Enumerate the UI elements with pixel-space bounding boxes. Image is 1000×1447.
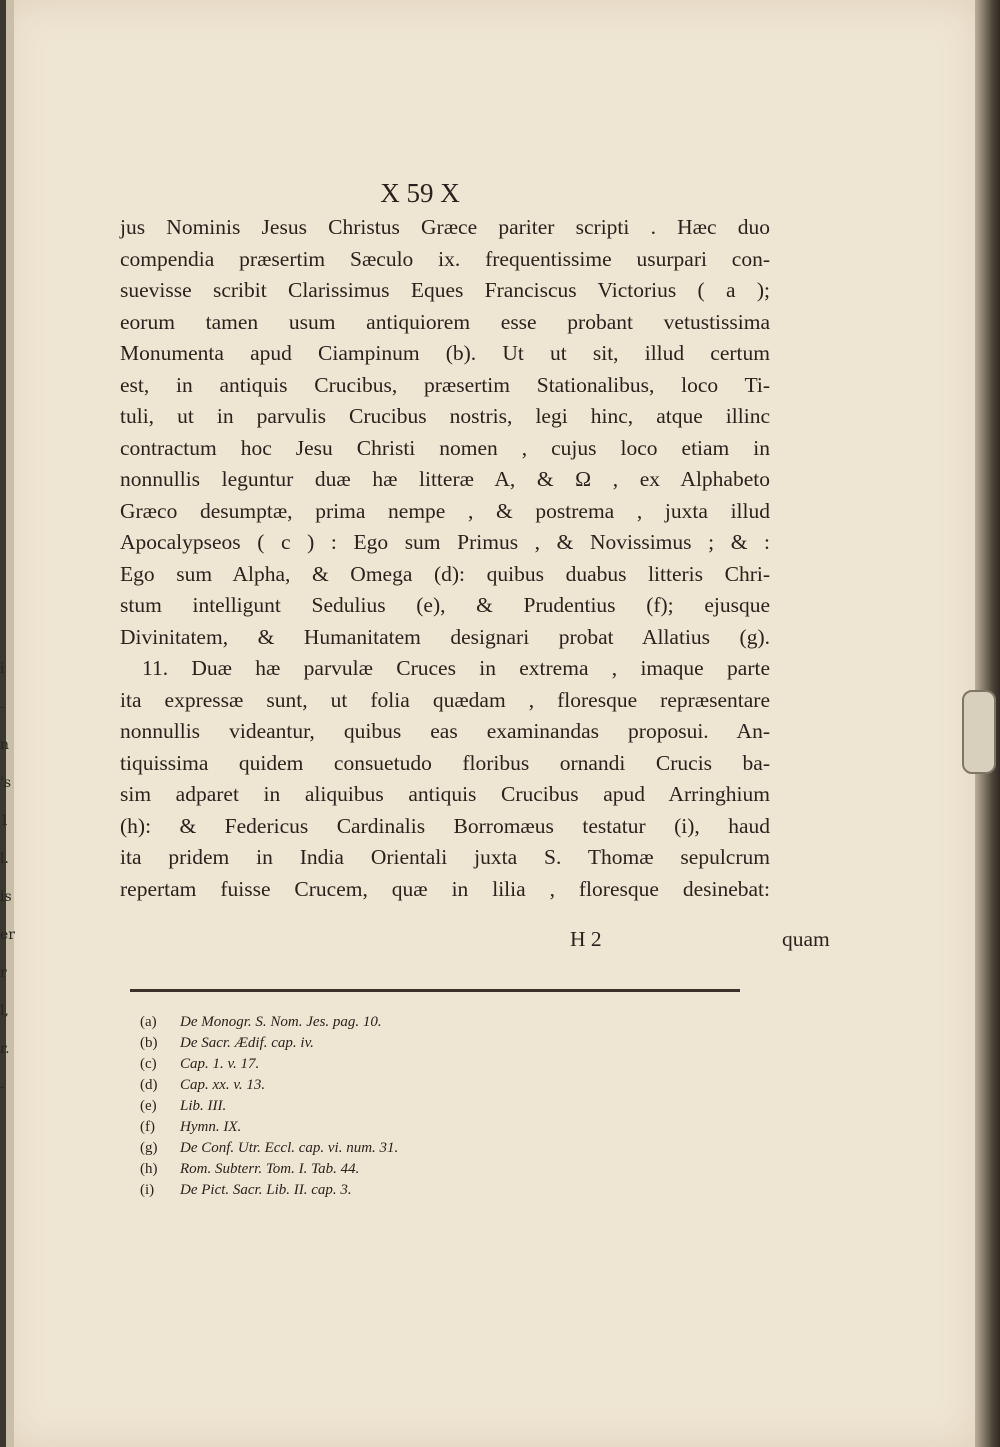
signature-mark: H 2: [570, 927, 602, 951]
text-line: contractum hoc Jesu Christi nomen , cujus loco etiam in: [120, 435, 770, 460]
margin-mark: -: [0, 1079, 5, 1095]
text-line: Græco desumptæ, prima nempe , & postrema , juxta illud: [120, 498, 770, 523]
text-line: sim adparet in aliquibus antiquis Crucibus apud Arringhium: [120, 782, 770, 806]
catchword: quam: [782, 927, 830, 951]
footnote-text: Cap. xx. v. 13.: [180, 1077, 266, 1093]
text-line: jus Nominis Jesus Christus Græce pariter scripti . Hæc duo: [120, 215, 770, 239]
margin-mark: r: [0, 965, 7, 981]
margin-mark: is: [0, 889, 12, 905]
footnote: [140, 1159, 540, 1180]
text-line: ita pridem in India Orientali juxta S. Thomæ sepulcrum: [120, 845, 770, 869]
footnote: [140, 1075, 540, 1096]
footnote: [140, 1054, 540, 1075]
margin-mark: l,: [0, 1003, 9, 1019]
text-line: suevisse scribit Clarissimus Eques Franciscus Victorius ( a );: [120, 278, 770, 302]
text-line: stum intelligunt Sedulius (e), & Prudentius (f); ejusque: [120, 593, 770, 617]
margin-mark: l.: [0, 851, 9, 867]
margin-mark: 1: [0, 813, 9, 829]
facing-page-margin: [0, 650, 15, 1106]
footnote: [140, 1096, 540, 1117]
footnote-ref: (a): [140, 1014, 157, 1030]
footnote-text: Lib. III.: [180, 1098, 227, 1114]
footnote: [140, 1180, 540, 1201]
footnote: [140, 1033, 540, 1054]
footnote-text: De Pict. Sacr. Lib. II. cap. 3.: [180, 1182, 352, 1198]
footnote-text: Rom. Subterr. Tom. I. Tab. 44.: [180, 1161, 360, 1177]
footnote-text: De Sacr. Ædif. cap. iv.: [180, 1035, 314, 1051]
footnote-text: De Monogr. S. Nom. Jes. pag. 10.: [180, 1014, 382, 1030]
margin-mark: n: [0, 737, 10, 753]
footnote-ref: (d): [140, 1077, 158, 1093]
margin-mark: -: [0, 699, 5, 715]
page-clasp: [962, 690, 996, 774]
margin-mark: r.: [0, 1041, 10, 1057]
footnote: [140, 1117, 540, 1138]
text-line: nonnullis videantur, quibus eas examinandas proposui. An-: [120, 719, 770, 743]
margin-mark: er: [0, 927, 15, 943]
text-line: Monumenta apud Ciampinum (b). Ut ut sit, illud certum: [120, 341, 770, 365]
text-line: est, in antiquis Crucibus, præsertim Stationalibus, loco Ti-: [120, 372, 770, 397]
text-line: repertam fuisse Crucem, quæ in lilia , floresque desinebat:: [120, 876, 770, 901]
footnote-ref: (f): [140, 1119, 155, 1135]
footnote-ref: (c): [140, 1056, 157, 1072]
text-line: nonnullis leguntur duæ hæ litteræ A, & Ω , ex Alphabeto: [120, 467, 770, 491]
footnotes: [140, 1012, 540, 1201]
text-line: tiquissima quidem consuetudo floribus ornandi Crucis ba-: [120, 750, 770, 775]
text-line: Ego sum Alpha, & Omega (d): quibus duabus litteris Chri-: [120, 561, 770, 586]
footnote-rule: [130, 989, 740, 992]
footnote-text: Hymn. IX.: [180, 1119, 242, 1135]
text-line: tuli, ut in parvulis Crucibus nostris, legi hinc, atque illinc: [120, 404, 770, 428]
footnote-ref: (e): [140, 1098, 157, 1114]
text-line: ita expressæ sunt, ut folia quædam , floresque repræsentare: [120, 687, 770, 712]
footnote-text: De Conf. Utr. Eccl. cap. vi. num. 31.: [180, 1140, 399, 1156]
footnote: [140, 1138, 540, 1159]
text-line: compendia præsertim Sæculo ix. frequentissime usurpari con-: [120, 246, 770, 271]
text-line: Divinitatem, & Humanitatem designari probat Allatius (g).: [120, 624, 770, 649]
margin-mark: i: [0, 661, 5, 677]
text-line: Apocalypseos ( c ) : Ego sum Primus , & Novissimus ; & :: [120, 530, 770, 554]
footnote-ref: (g): [140, 1140, 158, 1156]
body-text: [120, 212, 770, 905]
footnote-ref: (b): [140, 1035, 158, 1051]
footnote-ref: (i): [140, 1182, 155, 1198]
footnote: [140, 1012, 540, 1033]
footnote-text: Cap. 1. v. 17.: [180, 1056, 260, 1072]
text-line: (h): & Federicus Cardinalis Borromæus testatur (i), haud: [120, 813, 770, 838]
page-header: X 59 X: [380, 178, 460, 208]
paragraph-start-line: 11. Duæ hæ parvulæ Cruces in extrema , imaque parte: [142, 656, 770, 680]
footnote-ref: (h): [140, 1161, 158, 1177]
text-line: eorum tamen usum antiquiorem esse probant vetustissima: [120, 309, 770, 334]
margin-mark: 's: [0, 775, 12, 791]
